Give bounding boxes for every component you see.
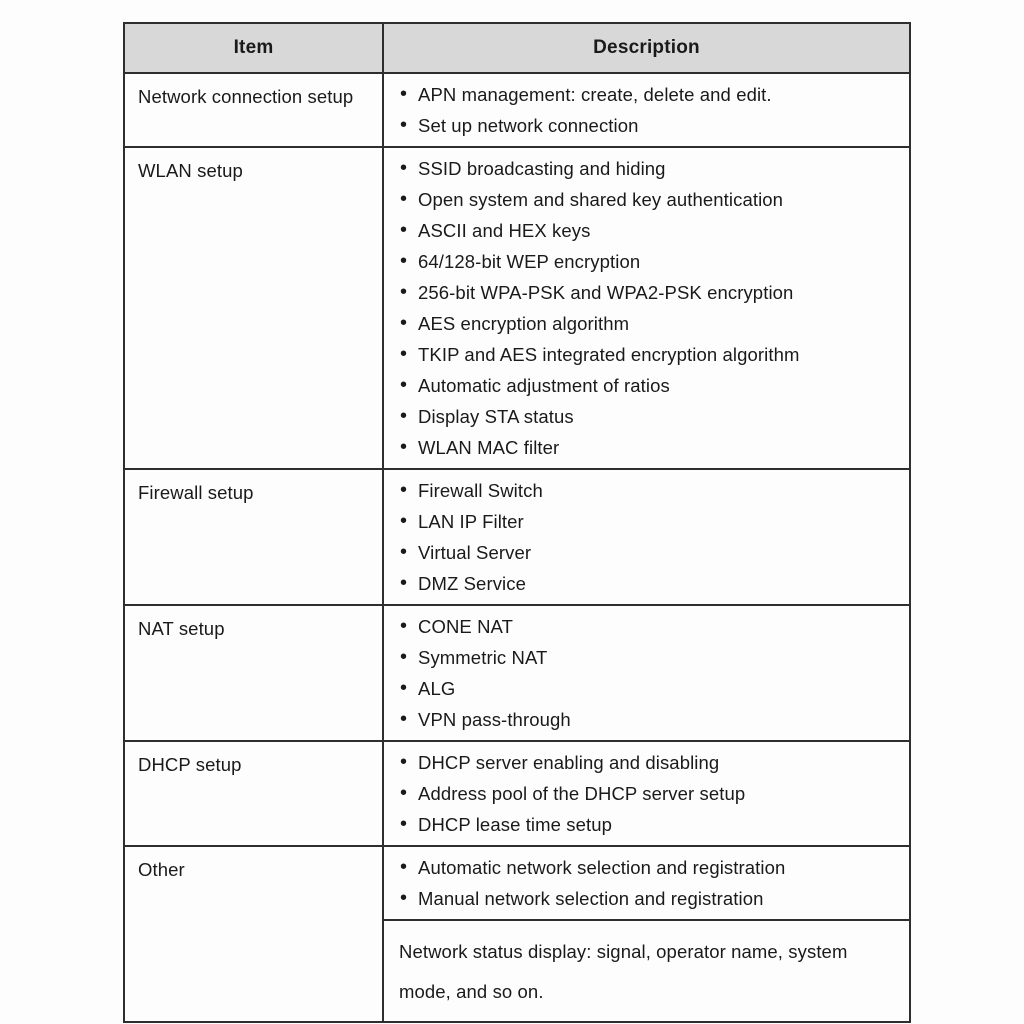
bullet-item: • Set up network connection [400,110,901,141]
bullet-item: • Symmetric NAT [400,642,901,673]
bullet-list [384,747,901,840]
bullet-item: • Display STA status [400,401,901,432]
description-cell [383,741,910,846]
bullet-item: • Virtual Server [400,537,901,568]
bullet-list [384,475,901,599]
item-cell: Other [124,846,383,1022]
bullet-list [384,79,901,141]
table-row [124,846,910,920]
table-row [124,741,910,846]
description-cell [383,73,910,147]
description-cell [383,920,910,1022]
bullet-item: • Address pool of the DHCP server setup [400,778,901,809]
description-cell [383,605,910,741]
bullet-item: • AES encryption algorithm [400,308,901,339]
item-cell: NAT setup [124,605,383,741]
item-cell: Network connection setup [124,73,383,147]
table-row [124,605,910,741]
bullet-list [384,852,901,914]
bullet-item: • VPN pass-through [400,704,901,735]
description-cell [383,469,910,605]
bullet-item: • LAN IP Filter [400,506,901,537]
bullet-item: • WLAN MAC filter [400,432,901,463]
bullet-item: • Automatic network selection and registration [400,852,901,883]
bullet-item: • 256-bit WPA-PSK and WPA2-PSK encryption [400,277,901,308]
features-table [123,22,911,1023]
bullet-item: • DMZ Service [400,568,901,599]
bullet-list [384,153,901,463]
table-row [124,469,910,605]
bullet-item: • DHCP server enabling and disabling [400,747,901,778]
bullet-item: • Open system and shared key authentication [400,184,901,215]
bullet-item: • DHCP lease time setup [400,809,901,840]
bullet-item: • ASCII and HEX keys [400,215,901,246]
bullet-item: • Automatic adjustment of ratios [400,370,901,401]
item-cell: WLAN setup [124,147,383,469]
bullet-item: • 64/128-bit WEP encryption [400,246,901,277]
table-row [124,147,910,469]
item-column-header: Item [124,23,383,73]
description-text: Network status display: signal, operator name, system mode, and so on. [399,941,848,1002]
bullet-item: • TKIP and AES integrated encryption algorithm [400,339,901,370]
bullet-list [384,611,901,735]
table-header-row [124,23,910,73]
item-cell: DHCP setup [124,741,383,846]
bullet-item: • ALG [400,673,901,704]
bullet-item: • CONE NAT [400,611,901,642]
description-column-header: Description [383,23,910,73]
description-cell [383,846,910,920]
bullet-item: • SSID broadcasting and hiding [400,153,901,184]
bullet-item: • Firewall Switch [400,475,901,506]
table-row [124,73,910,147]
bullet-item: • APN management: create, delete and edit. [400,79,901,110]
description-cell [383,147,910,469]
item-cell: Firewall setup [124,469,383,605]
table-body [124,73,910,1022]
bullet-item: • Manual network selection and registration [400,883,901,914]
